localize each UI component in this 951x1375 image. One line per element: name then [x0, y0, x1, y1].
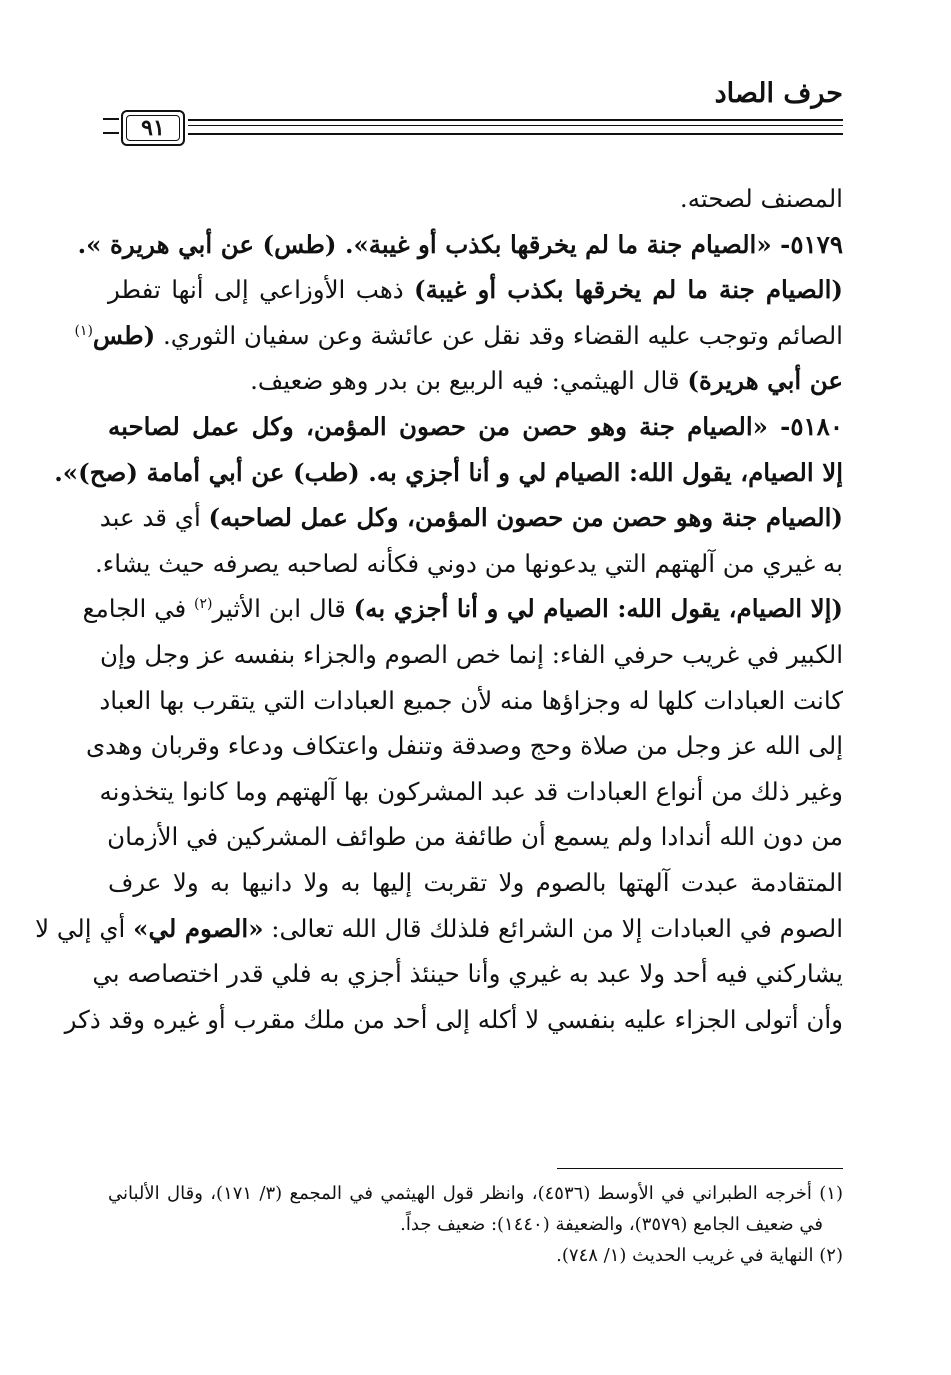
text-segment: الصوم في العبادات إلا من الشرائع فلذلك قال الله تعالى:	[263, 913, 843, 943]
text-segment: ٥١٨٠- «الصيام جنة وهو حصن من حصون المؤمن، وكل عمل لصاحبه	[108, 411, 843, 441]
text-segment: إلا الصيام، يقول الله: الصيام لي و أنا أجزي به. (طب) عن أبي أمامة (صح)».	[54, 457, 843, 487]
text-segment: ٥١٧٩- «الصيام جنة ما لم يخرقها بكذب أو غيبة». (طس) عن أبي هريرة ».	[77, 229, 843, 259]
text-segment: (إلا الصيام، يقول الله: الصيام لي و أنا أجزي به)	[353, 594, 843, 624]
text-line	[108, 358, 843, 404]
text-segment: يشاركني فيه أحد ولا عبد به غيري وأنا حينئذ أجزي به فلي قدر اختصاصه بي	[92, 959, 843, 989]
text-line	[74, 313, 843, 359]
text-line	[108, 860, 843, 906]
header-rule	[188, 119, 843, 135]
text-segment: أي قد عبد	[99, 503, 209, 533]
text-line	[95, 541, 843, 587]
running-header-title: حرف الصاد	[714, 78, 843, 109]
text-segment: قال الهيثمي: فيه الربيع بن بدر وهو ضعيف.	[250, 366, 688, 396]
text-segment: أي إلي لا	[35, 913, 134, 943]
text-segment: به غيري من آلهتهم التي يدعونها من دوني فكأنه لصاحبه يصرفه حيث يشاء.	[95, 548, 843, 578]
text-segment: الصائم وتوجب عليه القضاء وقد نقل عن عائشة وعن سفيان الثوري.	[155, 320, 843, 350]
header-rule-end	[103, 118, 119, 134]
footnote: (١) أخرجه الطبراني في الأوسط (٤٥٣٦)، وانظر قول الهيثمي في المجمع (٣/ ١٧١)، وقال الألباني	[108, 1183, 843, 1204]
footnote: في ضعيف الجامع (٣٥٧٩)، والضعيفة (١٤٤٠): ضعيف جداً.	[400, 1214, 823, 1235]
text-line	[108, 404, 843, 450]
text-line	[108, 176, 843, 222]
footnotes	[108, 1178, 843, 1271]
text-line	[99, 495, 843, 541]
text-segment: قال ابن الأثير	[212, 594, 354, 624]
text-line	[99, 769, 843, 815]
text-segment: وأن أتولى الجزاء عليه بنفسي لا أكله إلى أحد من ملك مقرب أو غيره وقد ذكر	[64, 1004, 843, 1034]
text-line	[99, 678, 843, 724]
text-segment: المصنف لصحته.	[679, 184, 843, 213]
text-line	[77, 222, 843, 268]
text-line	[92, 951, 843, 997]
text-line	[35, 906, 843, 952]
footnote-separator	[557, 1168, 843, 1169]
text-line	[108, 814, 843, 860]
text-line	[108, 267, 843, 313]
text-line	[82, 586, 843, 632]
page-number-text: ٩١	[141, 115, 165, 141]
footnote-marker[interactable]: (٢)	[194, 596, 213, 613]
text-segment: في الجامع	[82, 594, 195, 624]
footnote-marker[interactable]: (١)	[74, 322, 93, 339]
text-segment: «الصوم لي»	[133, 913, 264, 943]
text-segment: (الصيام جنة وهو حصن من حصون المؤمن، وكل عمل لصاحبه)	[208, 503, 843, 533]
text-line	[86, 723, 843, 769]
body-text	[35, 176, 844, 1042]
text-segment: وغير ذلك من أنواع العبادات قد عبد المشركون بها آلهتهم وما كانوا يتخذونه	[99, 776, 843, 806]
text-segment: الكبير في غريب حرفي الفاء: إنما خص الصوم والجزاء بنفسه عز وجل وإن	[99, 639, 843, 669]
text-segment: (الصيام جنة ما لم يخرقها بكذب أو غيبة)	[414, 275, 844, 305]
text-line	[64, 997, 843, 1043]
text-segment: إلى الله عز وجل من صلاة وحج وصدقة وتنفل واعتكاف ودعاء وقربان وهدى	[86, 731, 843, 761]
text-segment: عن أبي هريرة)	[687, 366, 843, 396]
page-number	[121, 110, 185, 146]
footnote: (٢) النهاية في غريب الحديث (١/ ٧٤٨).	[556, 1245, 843, 1266]
text-segment: (طس	[92, 320, 156, 350]
text-segment: من دون الله أندادا ولم يسمع أن طائفة من طوائف المشركين في الأزمان	[107, 822, 843, 852]
text-line	[99, 632, 843, 678]
text-segment: كانت العبادات كلها له وجزاؤها منه لأن جميع العبادات التي يتقرب بها العباد	[99, 685, 843, 715]
text-segment: ذهب الأوزاعي إلى أنها تفطر	[108, 275, 415, 305]
text-segment: المتقادمة عبدت آلهتها بالصوم ولا تقربت إليها به ولا دانيها به ولا عرف	[108, 867, 843, 897]
text-line	[54, 450, 843, 496]
